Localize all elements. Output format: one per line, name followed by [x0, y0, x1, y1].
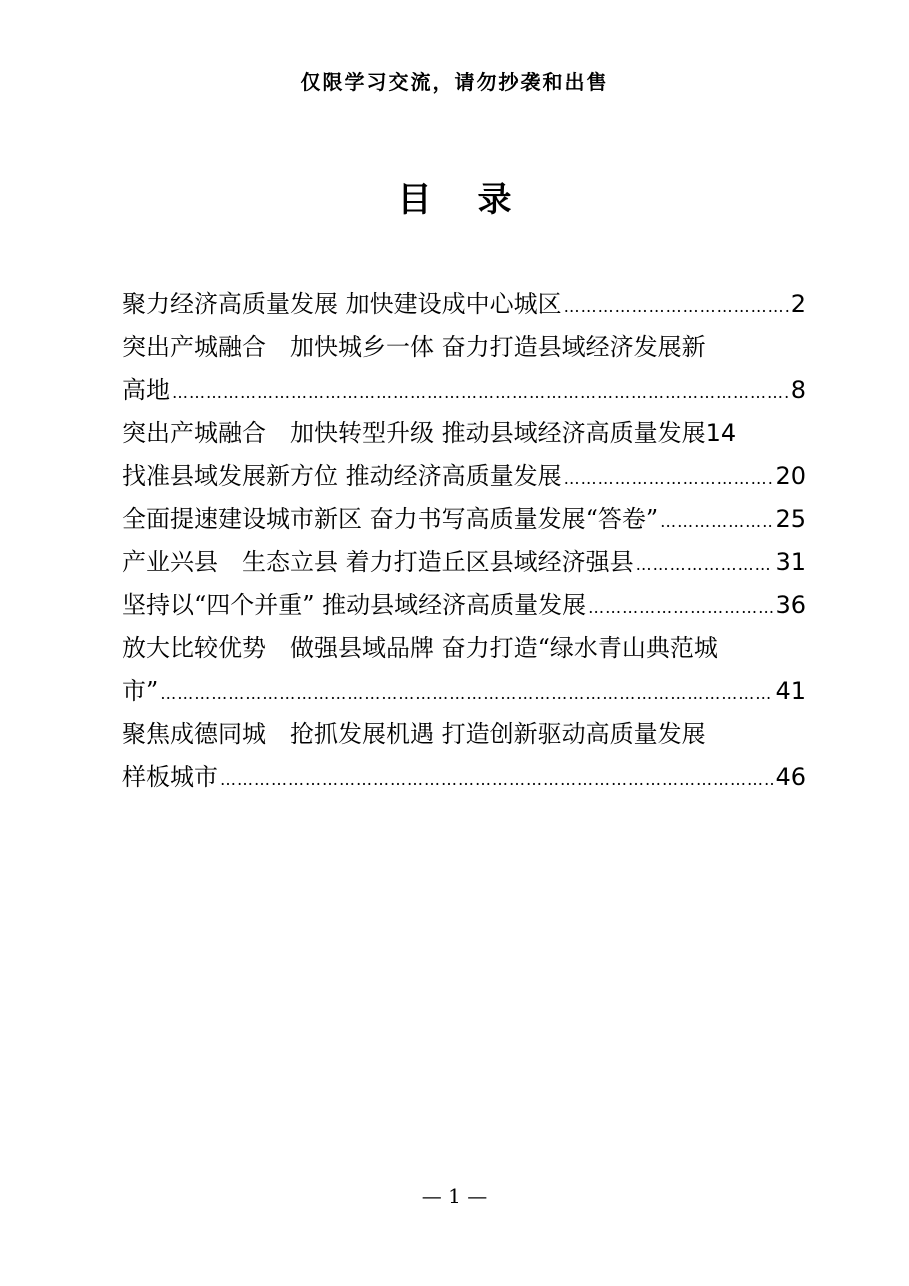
toc-entry-title: 产业兴县 生态立县 着力打造丘区县域经济强县	[122, 548, 634, 576]
toc-entry-9-line-2[interactable]	[122, 756, 806, 799]
page-number-footer: — 1 —	[421, 1184, 488, 1208]
leader-dots	[220, 758, 773, 799]
toc-page-number: 36	[775, 591, 806, 619]
toc-entry-title: 聚焦成德同城 抢抓发展机遇 打造创新驱动高质量发展	[122, 720, 706, 748]
toc-entry-title: 找准县域发展新方位 推动经济高质量发展	[122, 462, 562, 490]
leader-dots	[636, 543, 774, 584]
leader-dots	[588, 586, 773, 627]
toc-entry-9-line-1[interactable]	[122, 713, 806, 756]
toc-entry-title: 坚持以“四个并重” 推动县域经济高质量发展	[122, 591, 587, 619]
leader-dots	[660, 500, 773, 541]
page-title	[0, 172, 909, 221]
toc-entry-title: 高地	[122, 376, 170, 404]
toc-entry-7[interactable]	[122, 584, 806, 627]
toc-entry-8-line-2[interactable]	[122, 670, 806, 713]
leader-dots	[564, 285, 789, 326]
toc-page-number: 41	[775, 677, 806, 705]
toc-entry-title: 样板城市	[122, 763, 218, 791]
toc-page-number: 46	[775, 763, 806, 791]
toc-page-number: 14	[705, 419, 737, 447]
title-char-1: 目	[397, 180, 432, 220]
toc-entry-1[interactable]	[122, 283, 806, 326]
toc-entry-title: 突出产城融合 加快城乡一体 奋力打造县域经济发展新	[122, 333, 706, 361]
toc-entry-4[interactable]	[122, 455, 806, 498]
toc-entry-6[interactable]	[122, 541, 806, 584]
toc-page-number: 25	[775, 505, 806, 533]
leader-dots	[564, 457, 774, 498]
toc-entry-5[interactable]	[122, 498, 806, 541]
toc-entry-2-line-1[interactable]	[122, 326, 806, 369]
toc-page-number: 8	[790, 376, 806, 404]
toc-page-number: 20	[775, 462, 806, 490]
toc-page-number: 2	[790, 290, 806, 318]
toc-entry-title: 放大比较优势 做强县域品牌 奋力打造“绿水青山典范城	[122, 634, 718, 662]
toc-entry-title: 全面提速建设城市新区 奋力书写高质量发展“答卷”	[122, 505, 659, 533]
toc-entry-3[interactable]	[122, 412, 806, 455]
toc-entry-title: 市”	[122, 677, 159, 705]
toc-entry-title: 聚力经济高质量发展 加快建设成中心城区	[122, 290, 562, 318]
leader-dots	[160, 672, 773, 713]
toc-entry-title: 突出产城融合 加快转型升级 推动县域经济高质量发展	[122, 419, 706, 447]
toc-entry-8-line-1[interactable]	[122, 627, 806, 670]
toc-page-number: 31	[775, 548, 806, 576]
title-char-2: 录	[477, 180, 512, 220]
table-of-contents	[122, 283, 806, 799]
toc-entry-2-line-2[interactable]	[122, 369, 806, 412]
header-note: 仅限学习交流，请勿抄袭和出售	[300, 70, 609, 94]
leader-dots	[172, 371, 789, 412]
